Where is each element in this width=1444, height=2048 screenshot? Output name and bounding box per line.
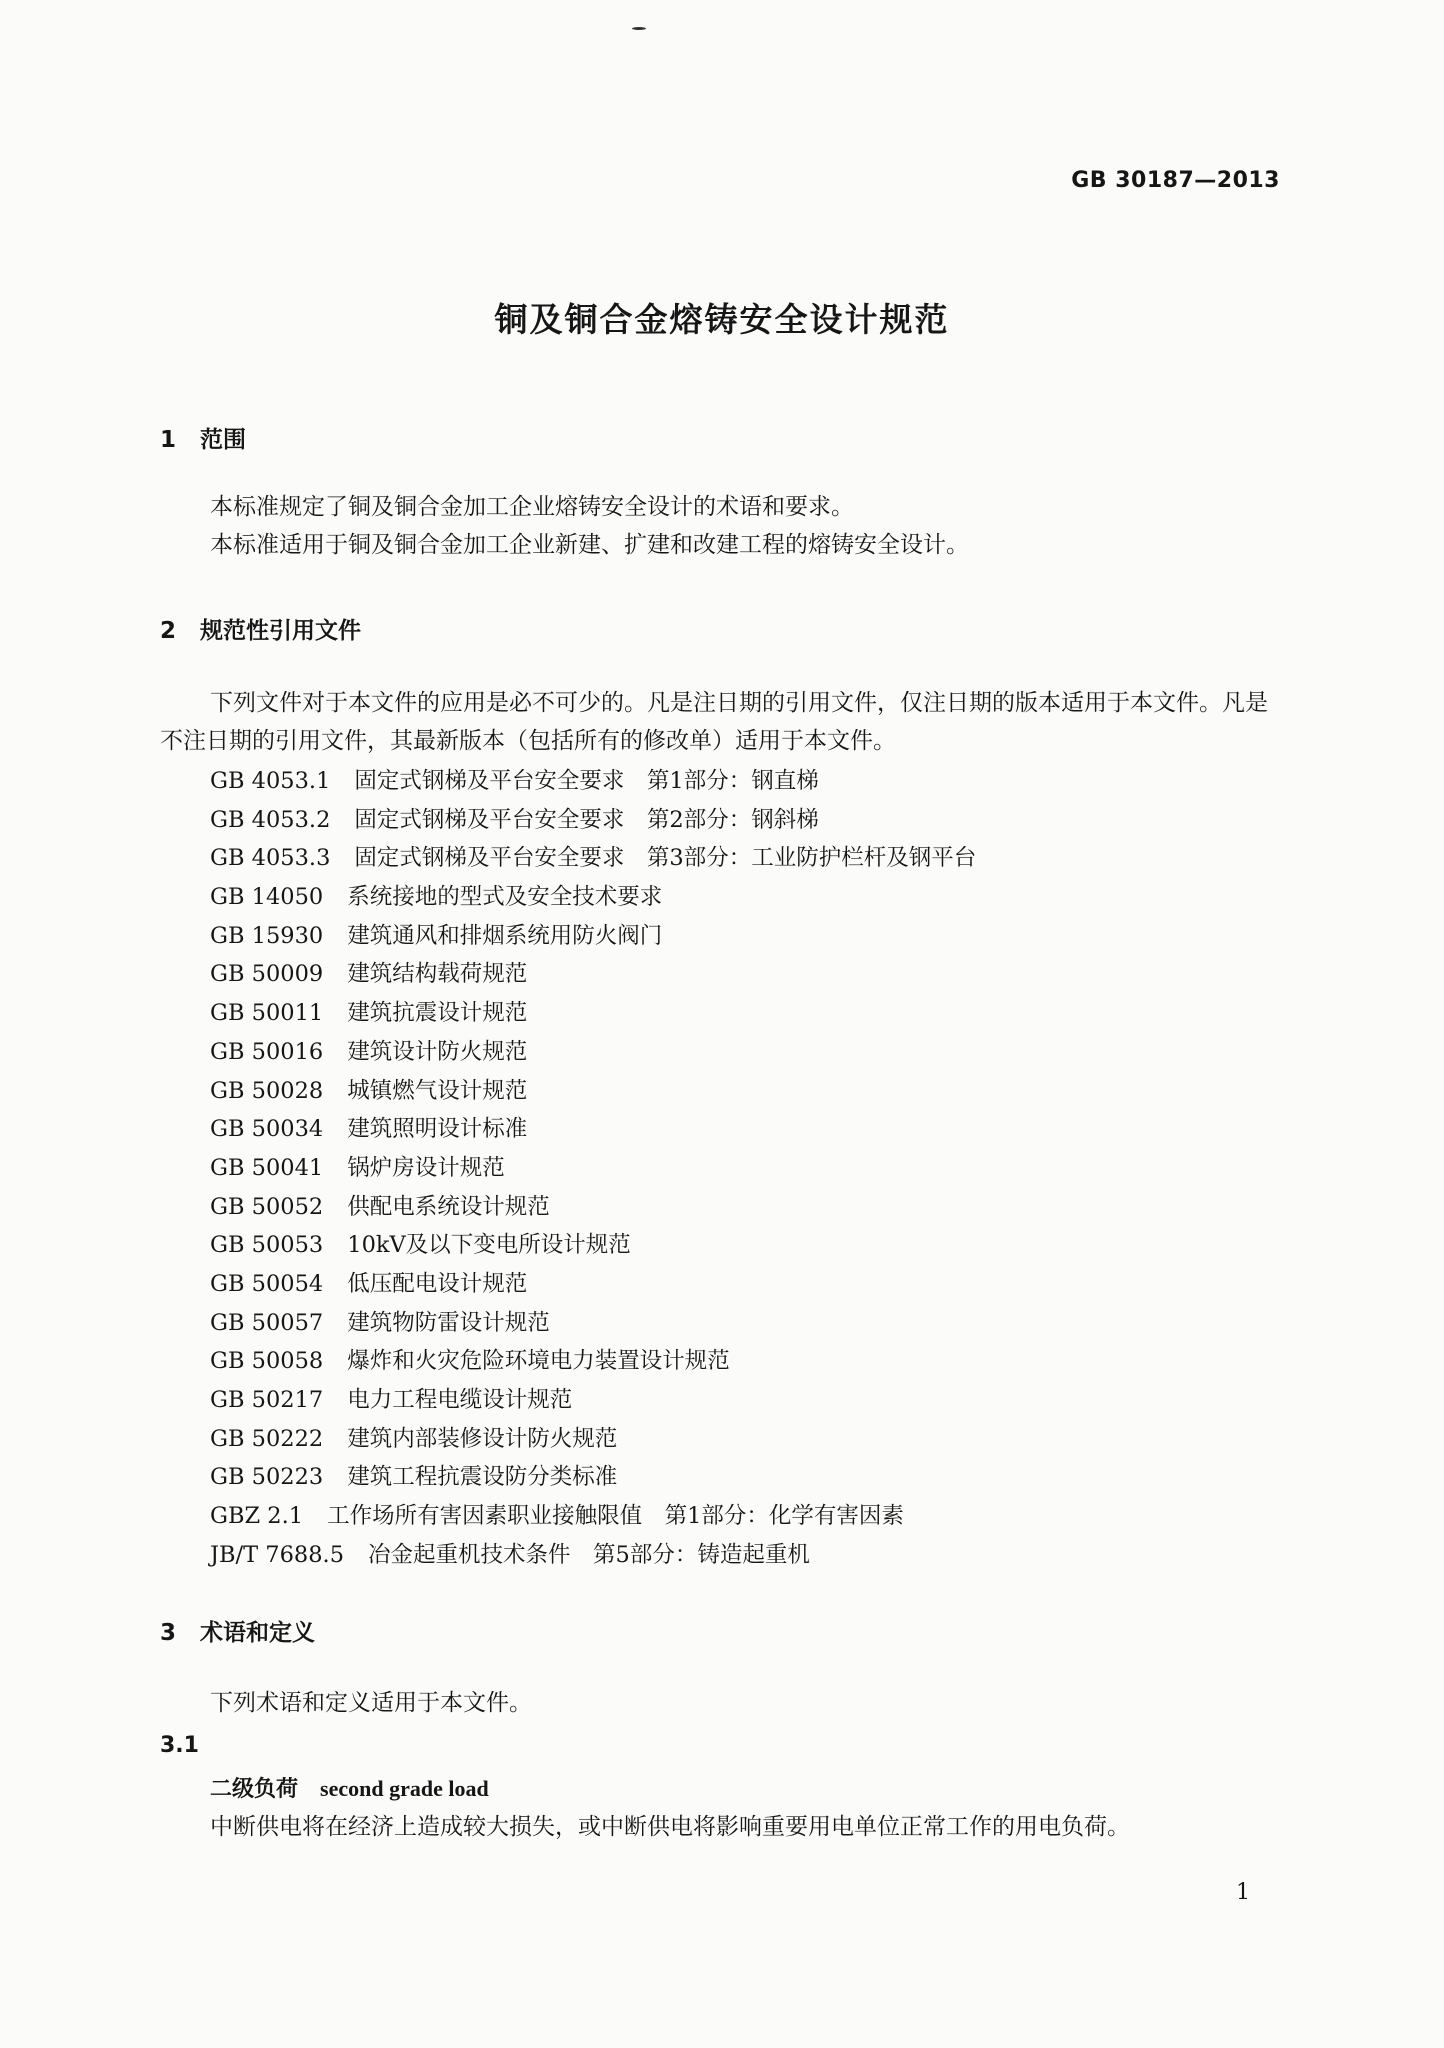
section-title: 术语和定义 — [200, 1620, 315, 1646]
term-number: 3.1 — [160, 1733, 199, 1758]
reference-item — [210, 878, 976, 917]
section-number: 3 — [160, 1620, 177, 1646]
reference-code: GB 4053.3 — [210, 845, 331, 872]
paragraph-text: 本标准适用于铜及铜合金加工企业新建、扩建和改建工程的熔铸安全设计。 — [210, 532, 969, 558]
standard-number: GB 30187—2013 — [1071, 168, 1280, 193]
reference-title: 城镇燃气设计规范 — [347, 1077, 528, 1104]
reference-title: 工作场所有害因素职业接触限值 第1部分：化学有害因素 — [327, 1503, 904, 1530]
reference-title: 建筑结构载荷规范 — [347, 961, 528, 988]
reference-item — [210, 1265, 976, 1304]
document-title: 铜及铜合金熔铸安全设计规范 — [494, 300, 950, 339]
reference-item — [210, 1497, 976, 1536]
reference-title: 锅炉房设计规范 — [347, 1154, 505, 1181]
reference-item — [210, 917, 976, 956]
reference-title: 建筑通风和排烟系统用防火阀门 — [347, 922, 663, 949]
reference-code: GB 14050 — [210, 884, 324, 911]
reference-code: GB 15930 — [210, 922, 324, 949]
paragraph-text: 本标准规定了铜及铜合金加工企业熔铸安全设计的术语和要求。 — [210, 494, 854, 520]
reference-code: GB 4053.2 — [210, 806, 331, 833]
reference-title: 建筑内部装修设计防火规范 — [347, 1425, 618, 1452]
reference-code: GB 50217 — [210, 1387, 324, 1413]
term-name — [210, 1772, 489, 1803]
reference-item — [210, 1420, 976, 1459]
section-2-heading — [160, 612, 361, 645]
reference-code: GB 50009 — [210, 961, 324, 988]
reference-item — [210, 1149, 976, 1188]
reference-item — [210, 1342, 976, 1381]
reference-title: 建筑物防雷设计规范 — [347, 1309, 550, 1336]
reference-item — [210, 1072, 976, 1111]
reference-code: GB 50058 — [210, 1348, 324, 1375]
reference-code: GBZ 2.1 — [210, 1503, 304, 1530]
reference-code: GB 50028 — [210, 1077, 324, 1104]
reference-item — [210, 1304, 976, 1343]
reference-title: 爆炸和火灾危险环境电力装置设计规范 — [347, 1348, 730, 1375]
reference-title: 建筑抗震设计规范 — [347, 1000, 528, 1027]
reference-code: GB 50016 — [210, 1038, 324, 1065]
reference-code: GB 50053 — [210, 1232, 324, 1259]
reference-title: 建筑工程抗震设防分类标准 — [347, 1464, 618, 1491]
reference-item — [210, 1381, 976, 1420]
section-number: 1 — [160, 427, 177, 453]
reference-title: 固定式钢梯及平台安全要求 第3部分：工业防护栏杆及钢平台 — [354, 845, 977, 872]
reference-title: 固定式钢梯及平台安全要求 第2部分：钢斜梯 — [354, 806, 819, 833]
section-title: 范围 — [200, 427, 246, 453]
paragraph-text: 下列术语和定义适用于本文件。 — [210, 1690, 532, 1716]
reference-item — [210, 1458, 976, 1497]
reference-code: GB 50223 — [210, 1464, 324, 1491]
reference-code: GB 50054 — [210, 1270, 324, 1297]
reference-title: 建筑设计防火规范 — [347, 1038, 528, 1065]
reference-code: GB 50034 — [210, 1116, 324, 1143]
section-1-paragraph-1 — [160, 488, 1290, 526]
reference-item — [210, 1188, 976, 1227]
paragraph-text: 下列文件对于本文件的应用是必不可少的。凡是注日期的引用文件，仅注日期的版本适用于本文件。凡是不注日期的引用文件，其最新版本（包括所有的修改单）适用于本文件。 — [160, 690, 1268, 754]
page-number: 1 — [1236, 1880, 1250, 1905]
reference-title: 低压配电设计规范 — [347, 1270, 528, 1297]
reference-title: 10kV及以下变电所设计规范 — [347, 1232, 631, 1259]
reference-code: GB 50057 — [210, 1309, 324, 1336]
reference-item — [210, 1536, 976, 1575]
section-2-intro — [160, 684, 1290, 760]
reference-item — [210, 801, 976, 840]
reference-code: GB 4053.1 — [210, 768, 331, 794]
reference-code: JB/T 7688.5 — [210, 1541, 345, 1568]
section-1-heading — [160, 421, 246, 454]
reference-code: GB 50011 — [210, 1000, 324, 1027]
normative-references-list — [210, 762, 976, 1574]
reference-code: GB 50052 — [210, 1193, 324, 1220]
term-name-zh: 二级负荷 — [210, 1776, 299, 1802]
reference-item — [210, 1033, 976, 1072]
reference-item — [210, 955, 976, 994]
reference-title: 供配电系统设计规范 — [347, 1193, 550, 1220]
section-3-heading — [160, 1614, 315, 1647]
section-3-intro — [160, 1684, 1290, 1722]
reference-item — [210, 1226, 976, 1265]
term-definition: 中断供电将在经济上造成较大损失，或中断供电将影响重要用电单位正常工作的用电负荷。 — [210, 1814, 1130, 1840]
reference-item — [210, 994, 976, 1033]
reference-title: 固定式钢梯及平台安全要求 第1部分：钢直梯 — [354, 768, 819, 794]
reference-item — [210, 762, 976, 801]
reference-item — [210, 839, 976, 878]
term-name-en: second grade load — [320, 1776, 489, 1801]
reference-title: 系统接地的型式及安全技术要求 — [347, 884, 663, 911]
section-title: 规范性引用文件 — [200, 618, 361, 644]
reference-item — [210, 1110, 976, 1149]
scan-mark — [632, 27, 646, 30]
reference-title: 电力工程电缆设计规范 — [347, 1387, 573, 1413]
section-1-paragraph-2 — [160, 526, 1290, 564]
reference-title: 建筑照明设计标准 — [347, 1116, 528, 1143]
reference-title: 冶金起重机技术条件 第5部分：铸造起重机 — [368, 1541, 810, 1568]
reference-code: GB 50222 — [210, 1425, 324, 1452]
section-number: 2 — [160, 618, 177, 644]
reference-code: GB 50041 — [210, 1154, 324, 1181]
